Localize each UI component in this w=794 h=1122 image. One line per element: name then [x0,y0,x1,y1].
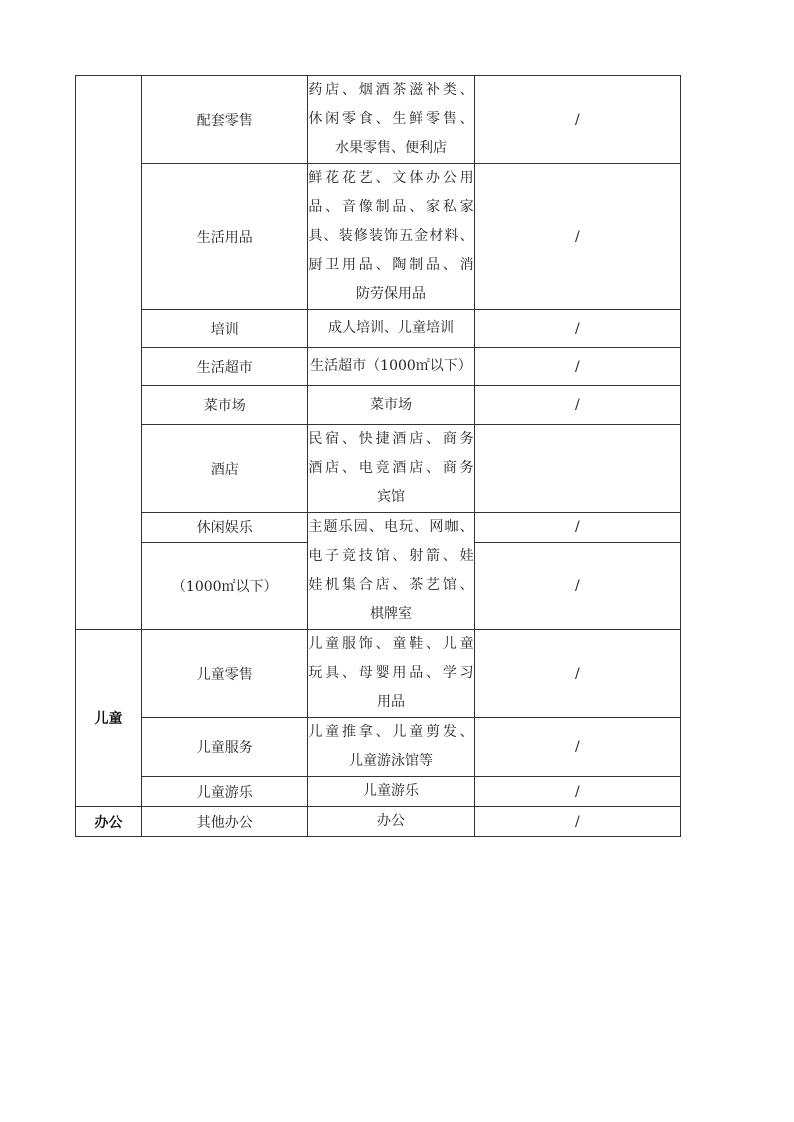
category-cell [142,76,308,164]
note-slash: / [574,665,580,682]
description-cell [308,164,474,310]
description-line: 厨卫用品、陶制品、消 [308,257,474,273]
description-line: 鲜花花艺、文体办公用 [308,170,474,186]
table-row [76,76,681,164]
category-cell [142,777,308,807]
category-cell [142,425,308,513]
business-category-table [75,75,681,837]
description-cell [308,348,474,386]
table-row [76,513,681,543]
note-cell [474,807,680,837]
group-label: 办公 [94,814,123,831]
category-label: 儿童零售 [196,666,253,683]
group-label: 儿童 [94,711,123,727]
category-label: 儿童服务 [196,740,253,756]
description-line: 玩具、母婴用品、学习 [308,665,474,681]
note-cell [474,348,680,386]
category-label: 儿童游乐 [196,784,253,801]
group-cell-office [76,807,142,837]
description-line: 儿童游泳馆等 [348,753,433,769]
table-row [76,164,681,310]
note-cell [474,386,680,425]
description-cell [308,807,474,837]
note-cell [474,777,680,807]
note-cell [474,76,680,164]
note-slash: / [574,739,580,755]
category-cell [142,630,308,718]
description-line: 防劳保用品 [355,286,426,302]
description-cell [308,718,474,777]
description-line: 宾馆 [376,489,405,505]
description-line: 办公 [376,813,405,829]
description-line: 休闲零食、生鲜零售、 [308,111,474,127]
description-line: 品、音像制品、家私家 [308,199,474,215]
category-label: 生活用品 [196,229,253,246]
category-label: 酒店 [210,461,239,478]
category-cell [142,807,308,837]
description-line: 菜市场 [369,396,412,413]
note-slash: / [574,783,580,800]
description-line: 儿童推拿、儿童剪发、 [308,724,474,740]
category-label: 其他办公 [196,814,253,831]
description-line: 生活超市（1000㎡以下） [310,358,472,374]
category-label: 菜市场 [203,398,246,414]
description-line: 娃机集合店、茶艺馆、 [308,577,474,593]
description-line: 电子竞技馆、射箭、娃 [308,548,474,564]
note-slash: / [574,358,580,375]
note-cell [474,718,680,777]
description-cell [308,310,474,348]
table-row [76,348,681,386]
category-label: 生活超市 [196,359,253,376]
description-line: 具、装修装饰五金材料、 [308,228,474,244]
note-slash: / [574,228,580,245]
category-cell [142,164,308,310]
description-cell [308,513,474,630]
description-cell [308,777,474,807]
description-line: 棋牌室 [369,606,412,622]
category-cell [142,310,308,348]
table-row [76,310,681,348]
table-row [76,777,681,807]
description-line: 民宿、快捷酒店、商务 [308,431,474,447]
description-cell [308,386,474,425]
table-row [76,718,681,777]
description-cell [308,425,474,513]
category-cell [142,348,308,386]
note-slash: / [574,397,580,413]
table-row [76,425,681,513]
description-line: 成人培训、儿童培训 [327,320,454,336]
note-cell [474,630,680,718]
note-slash: / [574,813,580,830]
category-sublabel: （1000㎡以下） [171,578,278,595]
description-line: 用品 [376,694,405,710]
category-cell [142,513,308,543]
note-slash: / [574,519,580,536]
description-line: 药店、烟酒茶滋补类、 [308,82,474,98]
note-cell [474,425,680,513]
group-cell-children [76,630,142,807]
description-cell [308,630,474,718]
description-line: 主题乐园、电玩、网咖、 [308,519,474,535]
description-line: 水果零售、便利店 [334,140,447,156]
table-row [76,630,681,718]
group-cell-blank [76,76,142,630]
category-label: 休闲娱乐 [196,520,253,537]
note-slash: / [574,320,580,337]
note-cell [474,513,680,543]
note-slash: / [574,577,580,594]
note-cell [474,310,680,348]
table-row [76,807,681,837]
category-cell [142,718,308,777]
note-cell [474,164,680,310]
description-line: 儿童服饰、童鞋、儿童 [308,636,474,652]
note-cell [474,542,680,630]
table-row [76,386,681,425]
description-cell [308,76,474,164]
description-line: 酒店、电竞酒店、商务 [308,460,474,476]
category-cell [142,386,308,425]
category-label: 配套零售 [196,112,253,129]
note-slash: / [574,111,580,128]
category-label: 培训 [210,321,239,338]
category-cell [142,542,308,630]
description-line: 儿童游乐 [362,783,419,799]
